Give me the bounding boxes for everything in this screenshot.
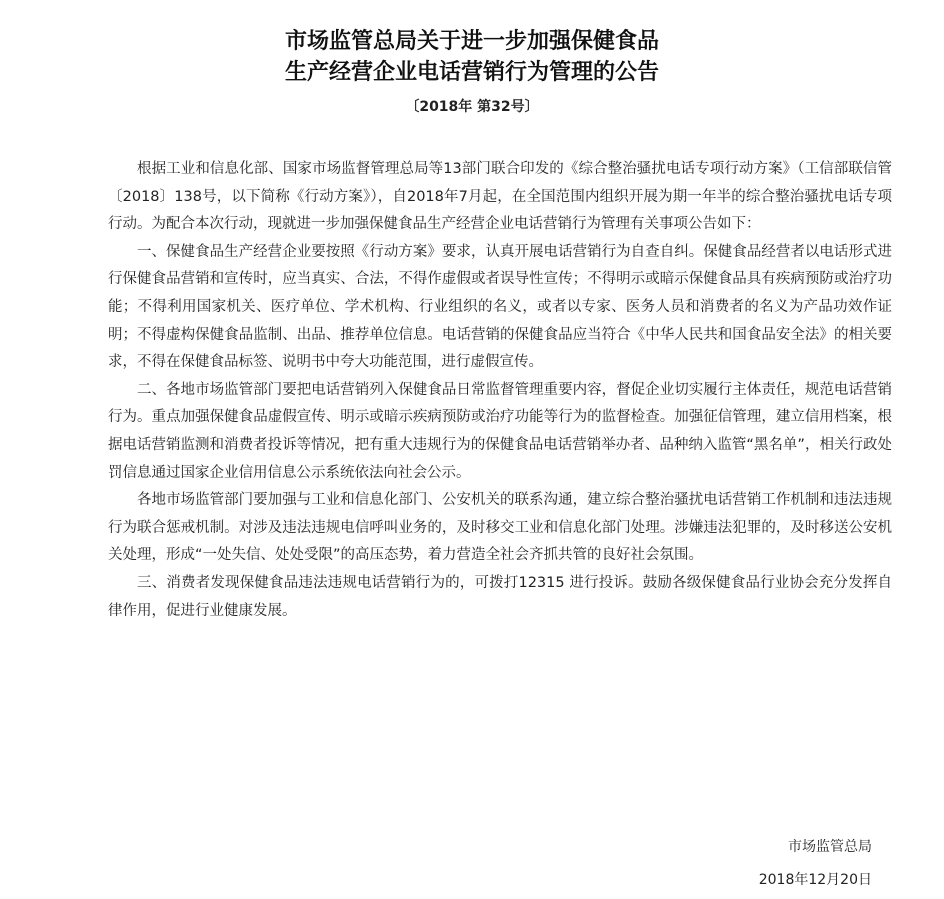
- document-number: 〔2018年 第32号〕: [405, 99, 539, 115]
- paragraph-section-2-continued: 各地市场监管部门要加强与工业和信息化部门、公安机关的联系沟通，建立综合整治骚扰电话营销工作机制和违法违规行为联合惩戒机制。对涉及违法违规电信呼叫业务的，及时移交工业和信息化部门处理。涉嫌违法犯罪的，及时移送公安机关处理，形成“一处失信、处处受限”的高压态势，着力营造全社会齐抓共管的良好社会氛围。: [108, 492, 892, 564]
- paragraph-intro: 根据工业和信息化部、国家市场监督管理总局等13部门联合印发的《综合整治骚扰电话专项行动方案》（工信部联信管〔2018〕138号，以下简称《行动方案》），自2018年7月起，在全国范围内组织开展为期一年半的综合整治骚扰电话专项行动。为配合本次行动，现就进一步加强保健食品生产经营企业电话营销行为管理有关事项公告如下：: [108, 161, 892, 233]
- paragraph-section-1: 一、保健食品生产经营企业要按照《行动方案》要求，认真开展电话营销行为自查自纠。保健食品经营者以电话形式进行保健食品营销和宣传时，应当真实、合法，不得作虚假或者误导性宣传；不得明示或暗示保健食品具有疾病预防或治疗功能；不得利用国家机关、医疗单位、学术机构、行业组织的名义，或者以专家、医务人员和消费者的名义为产品功效作证明；不得虚构保健食品监制、出品、推荐单位信息。电话营销的保健食品应当符合《中华人民共和国食品安全法》的相关要求，不得在保健食品标签、说明书中夸大功能范围，进行虚假宣传。: [108, 243, 892, 371]
- signature-date: 2018年12月20日: [758, 872, 872, 888]
- document-body: [108, 156, 892, 625]
- document-title-line-2: 生产经营企业电话营销行为管理的公告: [284, 60, 659, 85]
- paragraph-section-3: 三、消费者发现保健食品违法违规电话营销行为的，可拨打12315 进行投诉。鼓励各级保健食品行业协会充分发挥自律作用，促进行业健康发展。: [108, 574, 892, 619]
- paragraph-section-2: 二、各地市场监管部门要把电话营销列入保健食品日常监督管理重要内容，督促企业切实履行主体责任，规范电话营销行为。重点加强保健食品虚假宣传、明示或暗示疾病预防或治疗功能等行为的监督检查。加强征信管理，建立信用档案，根据电话营销监测和消费者投诉等情况，把有重大违规行为的保健食品电话营销举办者、品种纳入监管“黑名单”，相关行政处罚信息通过国家企业信用信息公示系统依法向社会公示。: [108, 381, 892, 481]
- signature-organization: 市场监管总局: [788, 839, 872, 855]
- document-title-line-1: 市场监管总局关于进一步加强保健食品: [284, 29, 659, 54]
